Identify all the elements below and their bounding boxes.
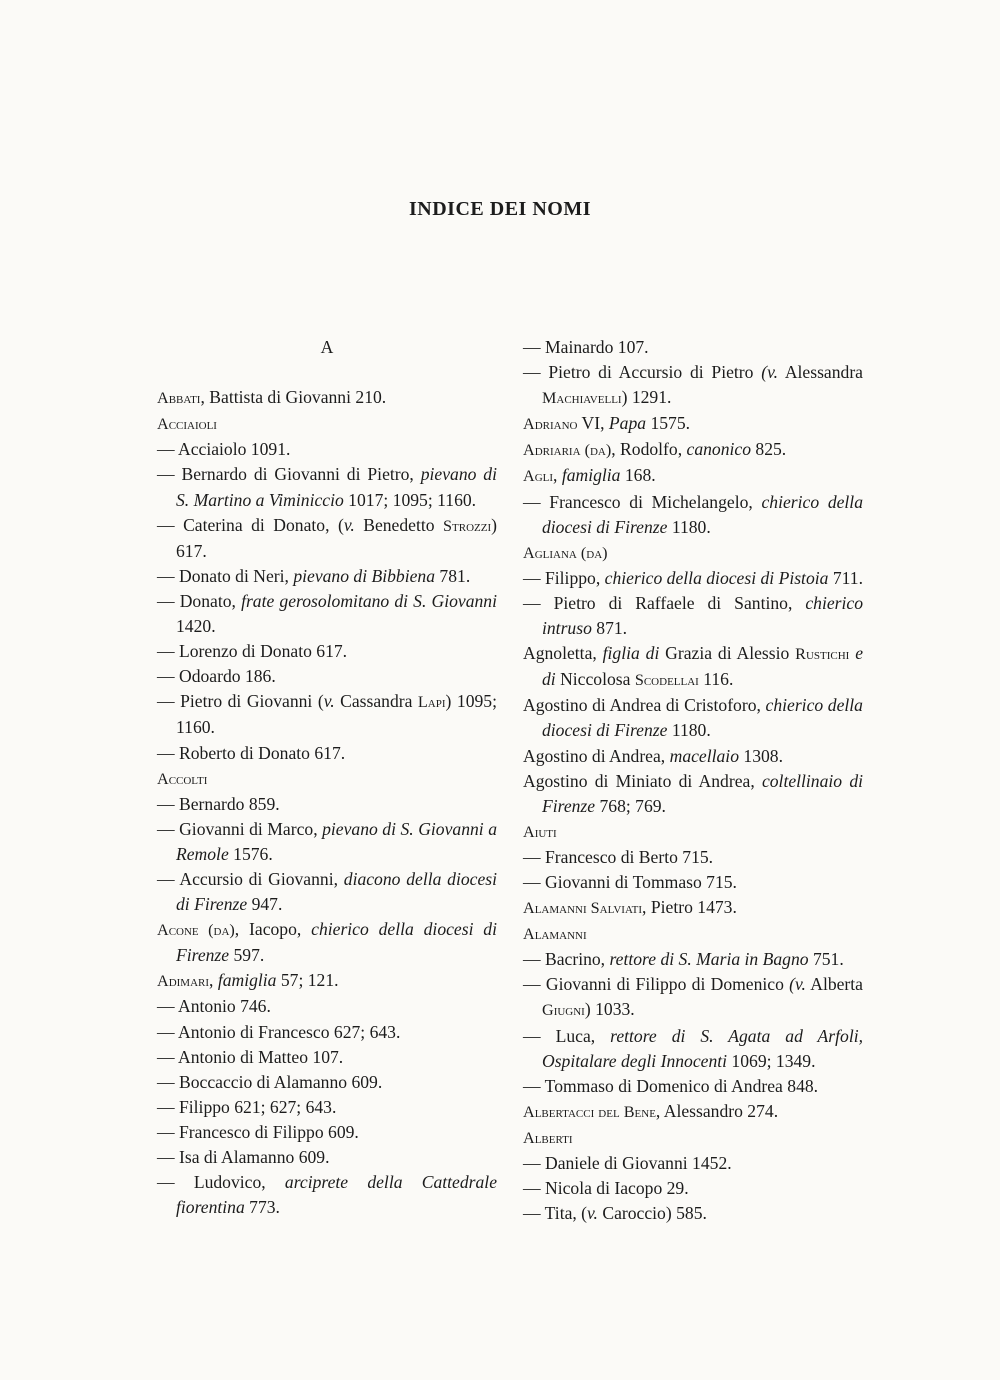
entry-text: chierico intruso: [542, 592, 863, 639]
entry-text: figlia di: [602, 643, 660, 664]
entry-text: — Francesco di Filippo 609.: [157, 1121, 359, 1142]
entry-text: frate gerosolomitano di S. Giovanni: [241, 590, 497, 611]
index-subentry: [157, 639, 497, 664]
entry-text: pievano di S. Martino a Viminiccio: [176, 464, 497, 510]
index-subentry: [157, 589, 497, 639]
index-entry: [157, 766, 497, 792]
index-entry: [523, 411, 863, 437]
index-subentry: [523, 591, 863, 641]
entry-text: coltellinaio di Firenze: [542, 770, 864, 816]
index-subentry: [157, 1170, 497, 1220]
index-entry: [523, 921, 863, 947]
entry-text: canonico: [686, 439, 752, 460]
entry-text: , Pietro 1473.: [642, 897, 737, 918]
entry-text: ) 1291.: [621, 387, 672, 408]
index-entry: [523, 463, 863, 489]
entry-text: rettore di S. Maria in Bagno: [609, 949, 809, 970]
index-entry: [523, 895, 863, 921]
entry-text: 768; 769.: [595, 795, 666, 816]
index-subentry: [157, 564, 497, 589]
entry-text: — Antonio di Francesco 627; 643.: [157, 1021, 401, 1042]
index-subentry: [523, 360, 863, 411]
entry-text: Agnoletta,: [523, 643, 603, 664]
entry-text: 1017; 1095; 1160.: [343, 489, 477, 510]
index-subentry: [157, 462, 497, 512]
entry-text: — Filippo,: [523, 567, 605, 588]
entry-text: — Pietro di Giovanni (: [157, 691, 324, 712]
entry-text: Scodellai: [634, 671, 699, 690]
entry-text: Agostino di Miniato di Andrea,: [523, 770, 762, 791]
entry-text: , Alessandro 274.: [655, 1100, 779, 1121]
index-subentry: [523, 1201, 863, 1226]
entry-text: — Antonio di Matteo 107.: [157, 1046, 344, 1067]
entry-text: , Iacopo,: [234, 919, 312, 940]
entry-text: — Giovanni di Tommaso 715.: [523, 871, 737, 892]
entry-text: — Francesco di Berto 715.: [523, 846, 714, 867]
entry-text: — Filippo 621; 627; 643.: [157, 1096, 337, 1117]
entry-text: Agostino di Andrea,: [523, 745, 670, 766]
entry-text: Lapi: [417, 693, 446, 712]
entry-text: Cassandra: [334, 691, 418, 712]
entry-text: Adriano: [523, 415, 578, 434]
index-subentry: [157, 513, 497, 564]
entry-text: VI,: [577, 413, 609, 434]
entry-text: 711.: [828, 567, 863, 588]
entry-text: Rustichi: [795, 645, 850, 664]
index-subentry: [157, 1145, 497, 1170]
entry-text: — Mainardo 107.: [523, 337, 649, 357]
entry-text: arciprete della Cattedrale fiorentina: [176, 1172, 498, 1218]
entry-text: Alberta: [805, 974, 863, 995]
entry-text: — Tita, (: [523, 1203, 588, 1224]
index-subentry: [523, 335, 863, 360]
entry-text: — Boccaccio di Alamanno 609.: [157, 1071, 383, 1092]
index-subentry: [523, 870, 863, 895]
index-subentry: [157, 437, 497, 462]
entry-text: Giugni: [542, 1001, 585, 1020]
entry-text: 773.: [244, 1197, 280, 1218]
index-entry: [523, 1099, 863, 1125]
entry-text: 168.: [620, 465, 656, 486]
index-subentry: [157, 1020, 497, 1045]
entry-text: ) 617.: [176, 514, 497, 561]
entry-text: chierico della diocesi di Firenze: [542, 491, 863, 537]
entry-text: rettore di S. Agata ad Arfoli, Ospitalare degli Innocenti: [542, 1025, 863, 1071]
index-subentry: [157, 1070, 497, 1095]
entry-text: macellaio: [669, 745, 739, 766]
index-subentry: [157, 994, 497, 1019]
index-entry: [157, 968, 497, 994]
entry-text: — Francesco di Michelangelo,: [523, 491, 762, 512]
entry-text: 1180.: [667, 516, 711, 537]
entry-text: v.: [343, 514, 355, 535]
index-entry: [523, 540, 863, 566]
entry-list-left: [157, 385, 497, 1220]
entry-text: (v.: [761, 362, 779, 383]
index-entry: [157, 411, 497, 437]
entry-text: Albertacci del Bene: [523, 1102, 656, 1121]
index-entry: [157, 917, 497, 968]
entry-text: — Caterina di Donato, (: [157, 514, 344, 535]
page-title: INDICE DEI NOMI: [409, 198, 591, 220]
entry-text: Papa: [608, 413, 647, 434]
index-entry: [523, 744, 863, 769]
entry-text: — Ludovico,: [157, 1172, 285, 1193]
index-subentry: [157, 1045, 497, 1070]
index-subentry: [157, 1095, 497, 1120]
section-letter: A: [320, 337, 334, 357]
entry-text: Adriaria (da): [523, 441, 612, 460]
entry-text: Alamanni Salviati: [523, 899, 643, 918]
entry-text: 1069; 1349.: [727, 1050, 816, 1071]
index-subentry: [523, 1024, 863, 1074]
entry-text: Acone (da): [157, 921, 235, 940]
index-entry: [523, 437, 863, 463]
entry-text: pievano di Bibbiena: [293, 565, 436, 586]
entry-text: 116.: [698, 669, 734, 690]
index-subentry: [523, 845, 863, 870]
entry-text: Alessandra: [778, 362, 863, 383]
index-subentry: [523, 490, 863, 540]
index-entry: [523, 769, 863, 819]
entry-text: Accolti: [157, 769, 208, 788]
entry-text: 825.: [751, 439, 787, 460]
entry-text: — Luca,: [523, 1025, 611, 1046]
entry-text: 947.: [247, 894, 283, 915]
entry-text: — Roberto di Donato 617.: [157, 742, 346, 763]
index-subentry: [523, 1074, 863, 1099]
index-entry: [523, 641, 863, 693]
entry-text: Alamanni: [523, 925, 587, 944]
index-subentry: [523, 566, 863, 591]
entry-text: Adimari: [157, 972, 210, 991]
index-subentry: [523, 1176, 863, 1201]
entry-text: — Bernardo di Giovanni di Pietro,: [157, 464, 421, 485]
entry-text: — Nicola di Iacopo 29.: [523, 1178, 689, 1199]
entry-text: Niccolosa: [555, 669, 635, 690]
entry-text: Agli: [523, 467, 554, 486]
entry-text: — Giovanni di Filippo di Domenico: [523, 974, 790, 995]
entry-text: diacono della diocesi di Firenze: [176, 868, 497, 915]
entry-text: e di: [542, 643, 863, 690]
entry-text: — Bernardo 859.: [157, 793, 280, 814]
entry-text: Acciaioli: [157, 415, 217, 434]
entry-text: , Battista di Giovanni 210.: [200, 387, 387, 408]
index-entry: [523, 693, 863, 743]
entry-text: 751.: [808, 949, 844, 970]
index-subentry: [157, 817, 497, 867]
entry-text: 1180.: [667, 720, 711, 741]
entry-text: ,: [553, 465, 562, 486]
index-subentry: [157, 664, 497, 689]
entry-text: ) 1033.: [584, 999, 635, 1020]
entry-text: Benedetto: [354, 514, 444, 535]
entry-text: 57; 121.: [276, 970, 339, 991]
index-subentry: [157, 741, 497, 766]
entry-text: Abbati: [157, 389, 201, 408]
entry-text: — Pietro di Raffaele di Santino,: [523, 592, 806, 613]
index-column-left: [157, 335, 497, 1220]
entry-text: — Isa di Alamanno 609.: [157, 1147, 330, 1167]
entry-text: — Pietro di Accursio di Pietro: [523, 362, 762, 383]
entry-text: — Donato,: [157, 590, 242, 611]
entry-text: 597.: [229, 945, 265, 966]
entry-text: — Daniele di Giovanni 1452.: [523, 1153, 732, 1173]
entry-text: 871.: [591, 618, 628, 639]
entry-text: (v.: [789, 974, 806, 995]
entry-text: Machiavelli: [542, 389, 622, 408]
entry-text: Caroccio) 585.: [597, 1203, 707, 1224]
entry-text: — Acciaiolo 1091.: [157, 439, 291, 460]
entry-text: Alberti: [523, 1128, 573, 1147]
entry-text: — Bacrino,: [523, 949, 610, 970]
entry-text: — Lorenzo di Donato 617.: [157, 641, 348, 662]
entry-text: v.: [323, 691, 335, 712]
entry-text: 1576.: [228, 843, 273, 864]
index-subentry: [157, 689, 497, 740]
index-entry: [523, 1125, 863, 1151]
entry-text: ) 1095; 1160.: [176, 691, 497, 738]
entry-text: — Donato di Neri,: [157, 565, 294, 586]
entry-text: — Odoardo 186.: [157, 666, 276, 687]
index-subentry: [157, 867, 497, 917]
index-entry: [523, 819, 863, 845]
entry-text: pievano di S. Giovanni a Remole: [176, 818, 497, 864]
entry-text: v.: [587, 1203, 598, 1224]
entry-text: chierico della diocesi di Firenze: [542, 695, 863, 741]
entry-text: Strozzi: [443, 516, 492, 535]
entry-text: Agostino di Andrea di Cristoforo,: [523, 695, 766, 716]
entry-text: Aiuti: [523, 822, 557, 841]
entry-text: chierico della diocesi di Firenze: [176, 919, 497, 966]
entry-text: — Accursio di Giovanni,: [157, 868, 344, 889]
entry-text: 1308.: [739, 745, 783, 766]
entry-text: — Giovanni di Marco,: [157, 818, 323, 839]
entry-text: 781.: [435, 565, 471, 586]
index-column-right: [523, 335, 863, 1226]
index-subentry: [523, 1151, 863, 1176]
entry-text: — Tommaso di Domenico di Andrea 848.: [523, 1075, 819, 1096]
entry-text: Agliana (da): [523, 543, 608, 562]
entry-text: famiglia: [561, 465, 621, 486]
entry-text: ,: [209, 970, 218, 991]
index-entry: [157, 385, 497, 411]
entry-text: — Antonio 746.: [157, 996, 271, 1017]
entry-text: 1575.: [646, 413, 691, 434]
entry-text: famiglia: [217, 970, 277, 991]
index-subentry: [157, 792, 497, 817]
entry-text: Grazia di Alessio: [659, 643, 796, 664]
entry-text: chierico della diocesi di Pistoia: [604, 567, 829, 588]
entry-text: , Rodolfo,: [611, 439, 687, 460]
index-subentry: [157, 1120, 497, 1145]
index-subentry: [523, 947, 863, 972]
index-subentry: [523, 972, 863, 1023]
entry-text: 1420.: [176, 616, 216, 637]
entry-list-right: [523, 335, 863, 1226]
